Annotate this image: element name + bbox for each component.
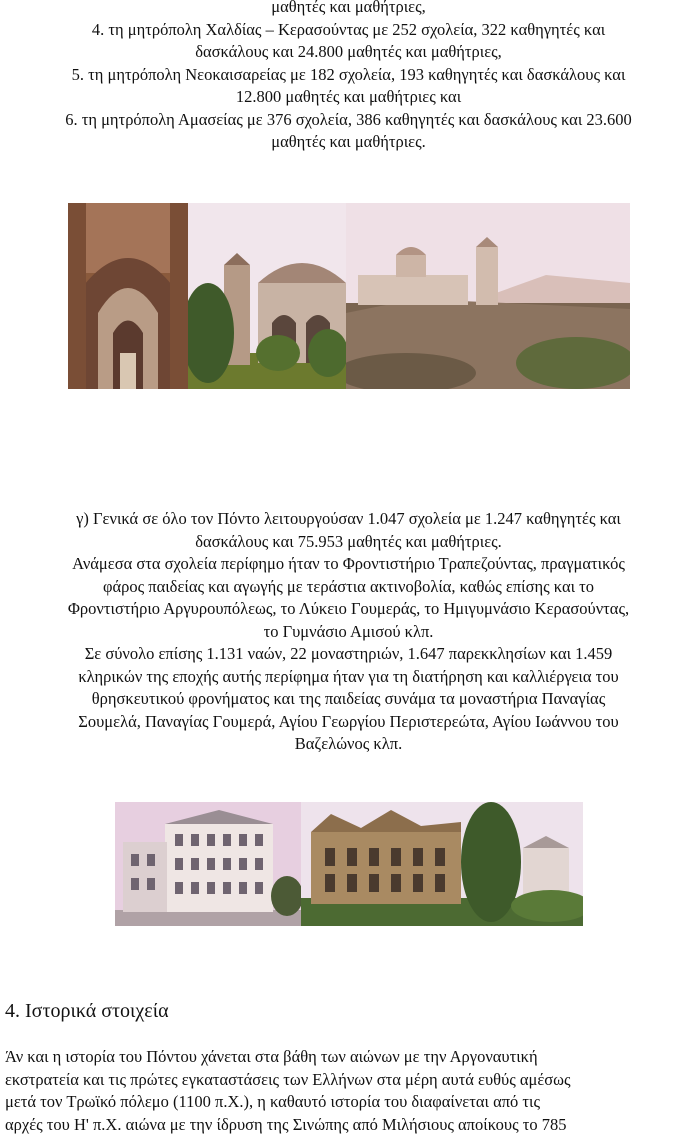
paragraph-line: Ανάμεσα στα σχολεία περίφημο ήταν το Φροντιστήριο Τραπεζούντας, πραγματικός — [72, 554, 625, 573]
list-line: δασκάλους και 24.800 μαθητές και μαθήτριες, — [195, 42, 502, 61]
paragraph-line: Φροντιστήριο Αργυρουπόλεως, το Λύκειο Γουμεράς, το Ημιγυμνάσιο Κερασούντας, — [67, 599, 630, 618]
paragraph-line: μετά τον Τρωϊκό πόλεμο (1100 π.Χ.), η καθαυτό ιστορία του διαφαίνεται από τις — [5, 1092, 541, 1111]
list-item-neokaisareia: 5. τη μητρόπολη Νεοκαισαρείας με 182 σχολεία, 193 καθηγητές και δασκάλους και — [71, 64, 626, 84]
list-item-chaldia: 4. τη μητρόπολη Χαλδίας – Κερασούντας με 252 σχολεία, 322 καθηγητές και — [91, 19, 606, 39]
paragraph-line: αρχές του Η' π.Χ. αιώνα με την ίδρυση της Σινώπης από Μιλήσιους αποίκους το 785 — [5, 1114, 567, 1134]
general-pontus-education — [0, 508, 697, 756]
photo-strip-schools — [115, 802, 583, 926]
paragraph-line: Βαζελώνος κλπ. — [294, 734, 403, 753]
section-title-history: 4. Ιστορικά στοιχεία — [5, 1000, 169, 1022]
church-interior-photo — [68, 203, 188, 389]
list-line: μαθητές και μαθήτριες. — [271, 132, 426, 151]
paragraph-line: γ) Γενικά σε όλο τον Πόντο λειτουργούσαν 1.047 σχολεία με 1.247 καθηγητές και — [76, 509, 621, 528]
history-paragraph — [5, 1046, 691, 1136]
list-line: μαθητές και μαθήτριες, — [271, 0, 426, 16]
monastery-bell-tower-photo — [188, 203, 346, 389]
hilltop-church-photo — [346, 203, 630, 389]
paragraph-line: κληρικών της εποχής αυτής περίφημα ήταν για τη διατήρηση και καλλιέργεια του — [78, 666, 619, 686]
school-statistics-list — [0, 0, 697, 154]
paragraph-line: Άν και η ιστορία του Πόντου χάνεται στα βάθη των αιώνων με την Αργοναυτική — [5, 1047, 538, 1066]
paragraph-line: φάρος παιδείας και αγωγής με τεράστια ακτινοβολία, καθώς επίσης και το — [102, 576, 595, 596]
photo-strip-churches — [68, 203, 630, 389]
paragraph-line: το Γυμνάσιο Αμισού κλπ. — [263, 621, 434, 641]
ruined-building-photo — [301, 802, 583, 926]
paragraph-line: εκστρατεία και τις πρώτες εγκαταστάσεις των Ελλήνων στα μέρη αυτά ευθύς αμέσως — [5, 1069, 571, 1089]
paragraph-line: δασκάλους και 75.953 μαθητές και μαθήτριες. — [195, 531, 502, 551]
paragraph-line: Σουμελά, Παναγίας Γουμερά, Αγίου Γεωργίου Περιστερεώτα, Αγίου Ιωάννου του — [78, 711, 619, 731]
paragraph-line: θρησκευτικού φρονήματος και της παιδείας συνάμα τα μοναστήρια Παναγίας — [91, 689, 606, 708]
list-item-amaseia: 6. τη μητρόπολη Αμασείας με 376 σχολεία, 386 καθηγητές και δασκάλους και 23.600 — [65, 109, 632, 129]
list-line: 12.800 μαθητές και μαθήτριες και — [235, 87, 462, 106]
paragraph-line: Σε σύνολο επίσης 1.131 ναών, 22 μοναστηριών, 1.647 παρεκκλησίων και 1.459 — [84, 644, 613, 663]
school-building-photo — [115, 802, 301, 926]
